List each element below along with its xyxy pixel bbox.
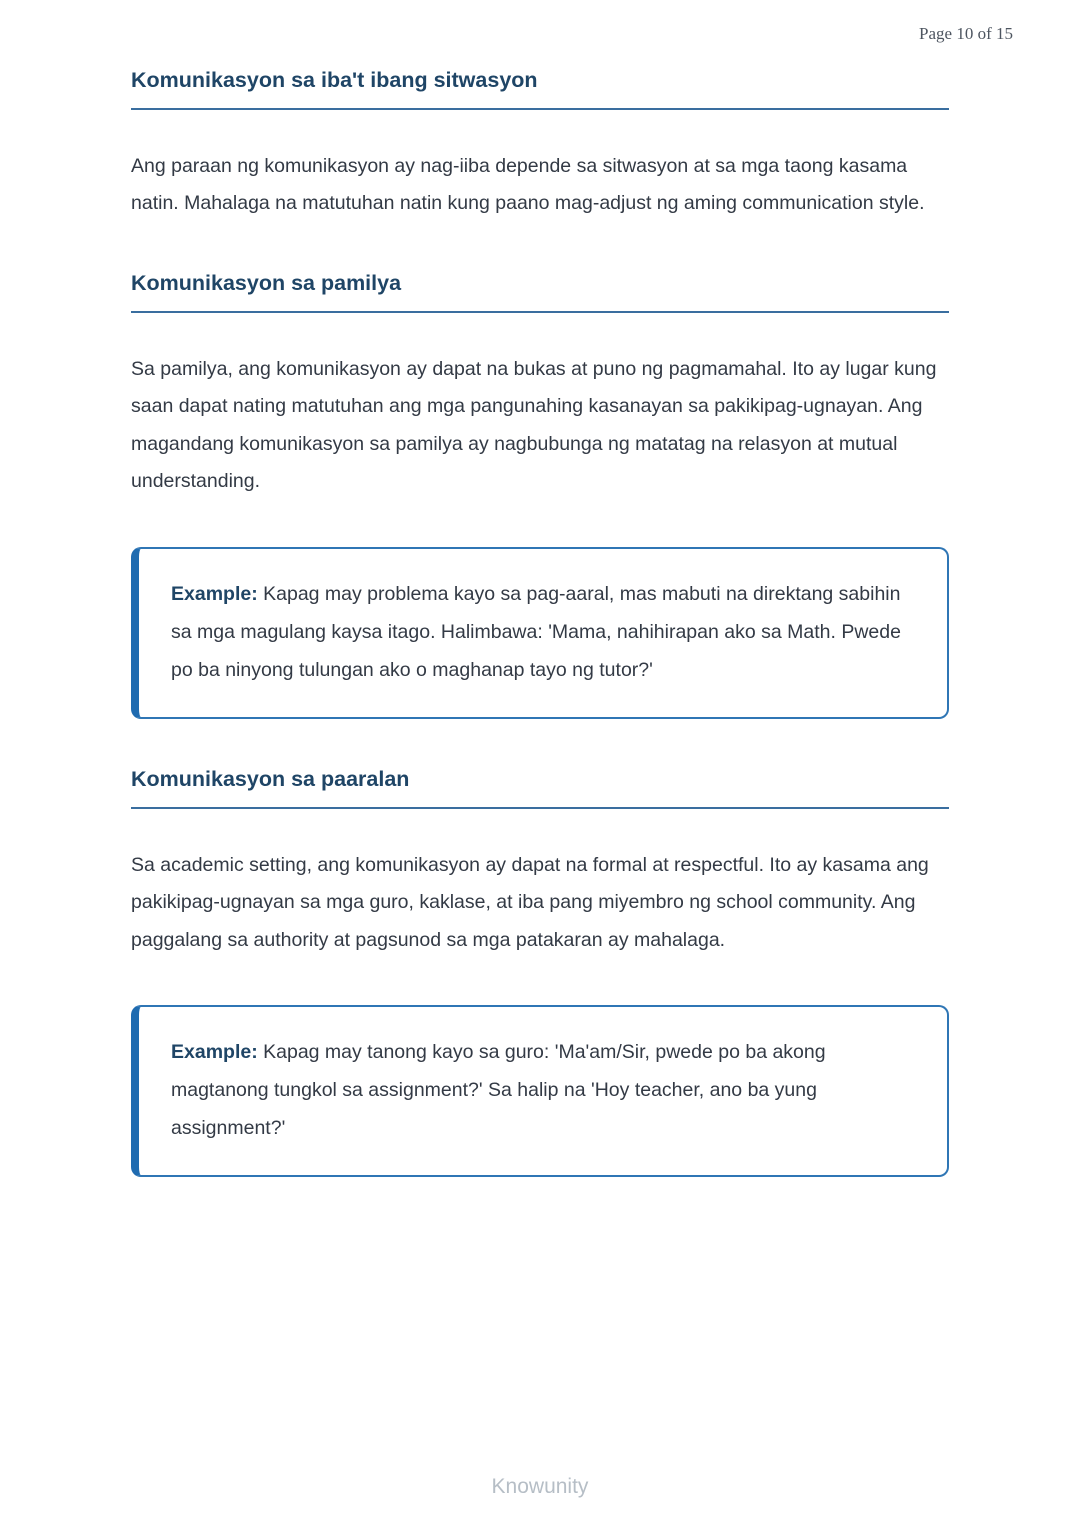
section-heading: Komunikasyon sa pamilya xyxy=(131,271,949,313)
section-heading: Komunikasyon sa iba't ibang sitwasyon xyxy=(131,68,949,110)
footer-brand: Knowunity xyxy=(491,1475,589,1498)
section-komunikasyon-paaralan xyxy=(131,767,949,1177)
section-paragraph: Sa academic setting, ang komunikasyon ay dapat na formal at respectful. Ito ay kasama ang pakikipag-ugnayan sa mga guro, kaklase, at iba pang miyembro ng school community. Ang paggalang sa authority at pagsunod sa mga patakaran ay mahalaga. xyxy=(131,853,929,951)
section-heading: Komunikasyon sa paaralan xyxy=(131,767,949,809)
section-komunikasyon-sitwasyon xyxy=(131,68,949,223)
section-paragraph: Ang paraan ng komunikasyon ay nag-iiba depende sa sitwasyon at sa mga taong kasama natin. Mahalaga na matutuhan natin kung paano mag-adjust ng aming communication style. xyxy=(131,155,925,215)
example-box xyxy=(131,1005,949,1177)
section-paragraph: Sa pamilya, ang komunikasyon ay dapat na bukas at puno ng pagmamahal. Ito ay lugar kung saan dapat nating matutuhan ang mga pangunahing kasanayan sa pakikipag-ugnayan. Ang magandang komunikasyon sa pamilya ay nagbubunga ng matatag na relasyon at mutual understanding. xyxy=(131,357,937,493)
section-komunikasyon-pamilya xyxy=(131,271,949,719)
document-content xyxy=(131,68,949,1183)
example-text: Kapag may problema kayo sa pag-aaral, mas mabuti na direktang sabihin sa mga magulang kaysa itago. Halimbawa: 'Mama, nahihirapan ako sa Math. Pwede po ba ninyong tulungan ako o maghanap tayo ng tutor?' xyxy=(171,582,901,681)
example-label: Example: xyxy=(171,1040,258,1063)
example-text: Kapag may tanong kayo sa guro: 'Ma'am/Sir, pwede po ba akong magtanong tungkol sa assignment?' Sa halip na 'Hoy teacher, ano ba yung assignment?' xyxy=(171,1040,826,1140)
example-label: Example: xyxy=(171,582,258,605)
page-number: Page 10 of 15 xyxy=(919,24,1013,43)
example-box xyxy=(131,547,949,719)
